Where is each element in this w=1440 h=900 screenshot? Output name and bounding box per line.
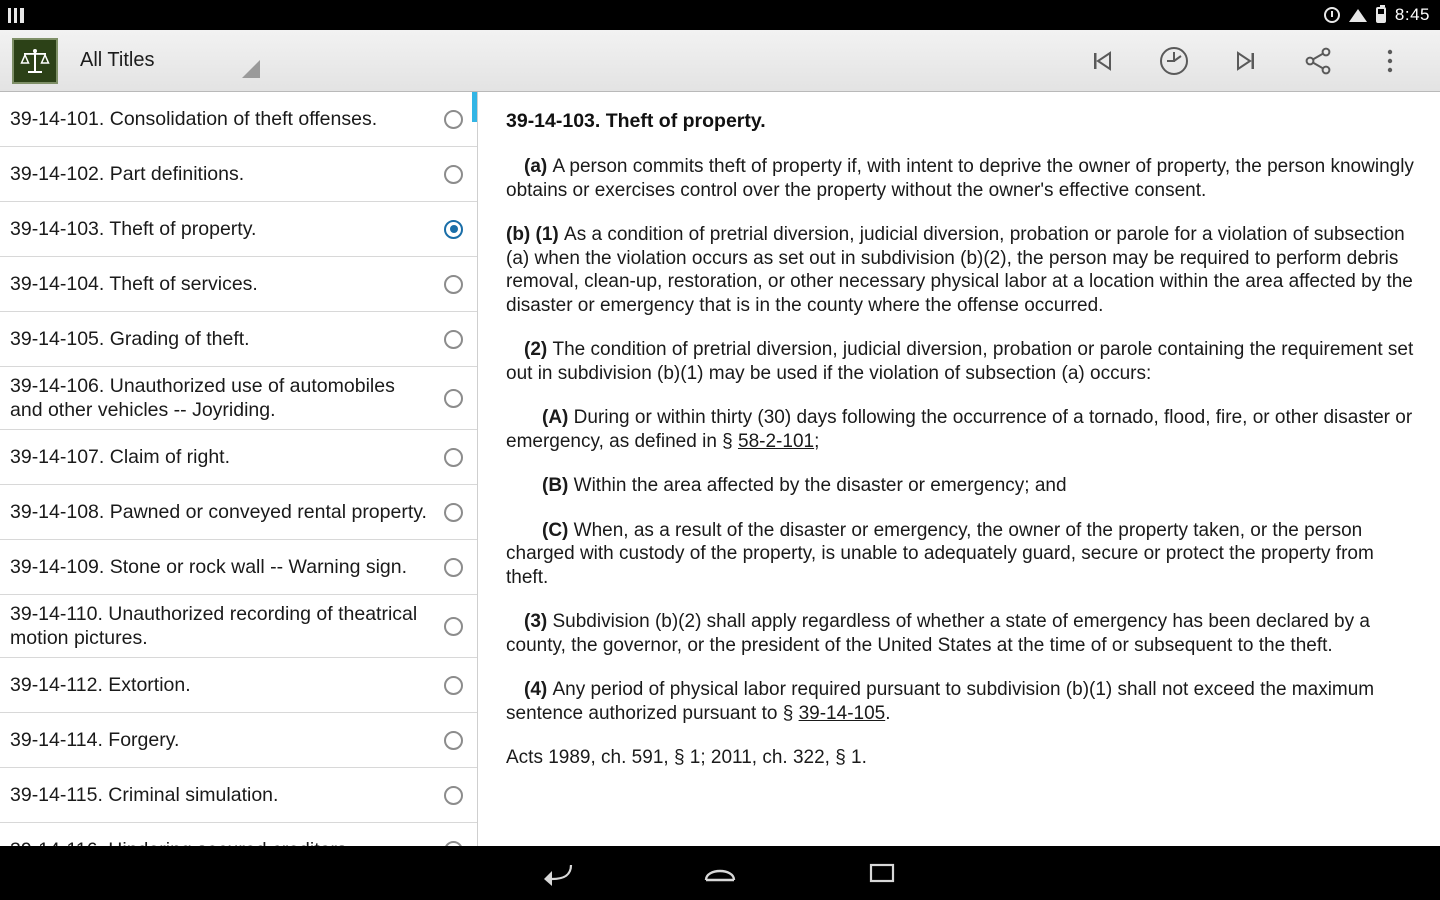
paragraph-marker: (C)	[542, 519, 574, 541]
status-bar-right-icons	[1324, 5, 1430, 25]
list-item-radio[interactable]	[444, 165, 463, 184]
list-item-label: 39-14-109. Stone or rock wall -- Warning sign.	[10, 556, 408, 578]
paragraph-text: A person commits theft of property if, with intent to deprive the owner of property, the person knowingly obtains or exercises control over the property without the owner's effective consent.	[506, 156, 1414, 201]
list-item-label: 39-14-110. Unauthorized recording of theatrical motion pictures.	[10, 603, 418, 649]
list-item-radio[interactable]	[444, 558, 463, 577]
android-home-button[interactable]	[694, 853, 746, 893]
paragraph-text: .	[885, 702, 891, 724]
back-arrow-icon	[541, 859, 575, 887]
paragraph-text: As a condition of pretrial diversion, judicial diversion, probation or parole for a violation of subsection (a) when the violation occurs as set out in subdivision (b)(2), the person may be required to perform debris removal, clean-up, restoration, or other necessary physical labor at a location within the area affected by the disaster or emergency that is in the county where the offense occurred.	[506, 224, 1413, 316]
main-content	[0, 92, 1440, 846]
list-item-radio[interactable]	[444, 275, 463, 294]
list-item-radio[interactable]	[444, 731, 463, 750]
sections-list-body	[0, 92, 477, 878]
list-item[interactable]	[0, 658, 477, 713]
list-item[interactable]	[0, 768, 477, 823]
app-action-bar	[0, 30, 1440, 92]
document-paragraph	[506, 223, 1418, 317]
list-item-label: 39-14-106. Unauthorized use of automobiles and other vehicles -- Joyriding.	[10, 375, 395, 421]
skip-previous-icon	[1087, 46, 1117, 76]
list-item[interactable]	[0, 713, 477, 768]
spinner-label: All Titles	[80, 49, 155, 71]
paragraph-marker: (4)	[524, 679, 553, 700]
list-item-label: 39-14-102. Part definitions.	[10, 163, 245, 185]
android-recents-button[interactable]	[856, 853, 908, 893]
chevron-down-icon	[242, 60, 260, 78]
document-title: 39-14-103. Theft of property.	[506, 110, 766, 132]
list-item-radio[interactable]	[444, 110, 463, 129]
paragraph-text: During or within thirty (30) days following the occurrence of a tornado, flood, fire, or other disaster or emergency, as defined in §	[506, 407, 1413, 452]
paragraph-text: Within the area affected by the disaster or emergency; and	[573, 475, 1067, 496]
paragraph-marker: (a)	[524, 156, 553, 177]
list-item-label: 39-14-101. Consolidation of theft offenses.	[10, 108, 378, 130]
document-paragraph	[506, 338, 1418, 385]
list-item[interactable]	[0, 430, 477, 485]
previous-section-button[interactable]	[1066, 30, 1138, 92]
list-item-radio[interactable]	[444, 448, 463, 467]
status-bar-clock: 8:45	[1394, 5, 1430, 24]
list-item[interactable]	[0, 485, 477, 540]
list-item[interactable]	[0, 312, 477, 367]
list-item[interactable]	[0, 92, 477, 147]
skip-next-icon	[1231, 46, 1261, 76]
list-item-radio[interactable]	[444, 389, 463, 408]
document-paragraph	[506, 406, 1418, 453]
paragraph-text: Any period of physical labor required pursuant to subdivision (b)(1) shall not exceed the maximum sentence authorized pursuant to §	[506, 679, 1375, 724]
list-item-label: 39-14-103. Theft of property.	[10, 218, 257, 240]
android-navigation-bar	[0, 846, 1440, 900]
paragraph-text: The condition of pretrial diversion, judicial diversion, probation or parole containing the requirement set out in subdivision (b)(1) may be used if the violation of subsection (a) occurs:	[506, 339, 1414, 384]
more-vertical-icon	[1385, 46, 1395, 76]
document-paragraph	[506, 474, 1418, 498]
list-item-label: 39-14-112. Extortion.	[10, 674, 191, 696]
list-item-label: 39-14-115. Criminal simulation.	[10, 784, 279, 806]
document-pane[interactable]	[478, 92, 1440, 846]
list-item-label: 39-14-104. Theft of services.	[10, 273, 258, 295]
android-back-button[interactable]	[532, 853, 584, 893]
list-item[interactable]	[0, 202, 477, 257]
scales-of-justice-icon[interactable]	[12, 38, 58, 84]
list-item-radio[interactable]	[444, 676, 463, 695]
list-item-radio[interactable]	[444, 503, 463, 522]
paragraph-text: Subdivision (b)(2) shall apply regardless of whether a state of emergency has been declared by a county, the governor, or the president of the United States at the time of or subsequent to the theft.	[506, 611, 1370, 656]
paragraph-text: Acts 1989, ch. 591, § 1; 2011, ch. 322, § 1.	[506, 747, 867, 768]
paragraph-text: ;	[814, 430, 820, 452]
document-paragraph	[506, 610, 1418, 657]
document-paragraph	[506, 519, 1418, 590]
history-button[interactable]	[1138, 30, 1210, 92]
alarm-clock-icon	[1324, 7, 1340, 23]
list-item-radio[interactable]	[444, 617, 463, 636]
paragraph-marker: (b) (1)	[506, 224, 565, 245]
share-icon	[1302, 45, 1334, 77]
clock-history-icon	[1156, 43, 1192, 79]
next-section-button[interactable]	[1210, 30, 1282, 92]
wifi-icon	[1349, 9, 1367, 22]
action-bar-buttons	[1066, 30, 1426, 92]
share-button[interactable]	[1282, 30, 1354, 92]
statute-link[interactable]: 58-2-101	[738, 430, 815, 452]
home-icon	[702, 858, 738, 888]
list-scrollbar[interactable]	[472, 92, 477, 122]
list-item[interactable]	[0, 257, 477, 312]
list-item-radio[interactable]	[444, 330, 463, 349]
document-paragraph	[506, 678, 1418, 725]
list-item-radio[interactable]	[444, 220, 463, 239]
list-item-label: 39-14-114. Forgery.	[10, 729, 180, 751]
sections-list[interactable]	[0, 92, 478, 846]
overflow-menu-button[interactable]	[1354, 30, 1426, 92]
list-item-label: 39-14-107. Claim of right.	[10, 446, 231, 468]
list-item[interactable]	[0, 147, 477, 202]
list-item-label: 39-14-105. Grading of theft.	[10, 328, 250, 350]
menu-bars-icon	[8, 8, 24, 23]
document-paragraph	[506, 155, 1418, 202]
document-body	[506, 155, 1418, 770]
list-item[interactable]	[0, 540, 477, 595]
list-item[interactable]	[0, 367, 477, 430]
statute-link[interactable]: 39-14-105	[798, 702, 886, 724]
list-item[interactable]	[0, 595, 477, 658]
paragraph-marker: (2)	[524, 339, 553, 360]
android-status-bar	[0, 0, 1440, 30]
paragraph-text: When, as a result of the disaster or emergency, the owner of the property taken, or the person charged with custody of the property, is unable to adequately guard, secure or protect the property from theft.	[506, 519, 1374, 588]
paragraph-marker: (3)	[524, 611, 553, 632]
recents-icon	[866, 859, 898, 887]
battery-icon	[1376, 7, 1386, 23]
list-item-label: 39-14-108. Pawned or conveyed rental property.	[10, 501, 427, 523]
paragraph-marker: (B)	[542, 475, 574, 496]
list-item-radio[interactable]	[444, 786, 463, 805]
status-bar-left-icons	[8, 8, 24, 23]
paragraph-marker: (A)	[542, 407, 574, 428]
title-selector-spinner[interactable]	[80, 38, 260, 84]
document-paragraph	[506, 746, 1418, 770]
